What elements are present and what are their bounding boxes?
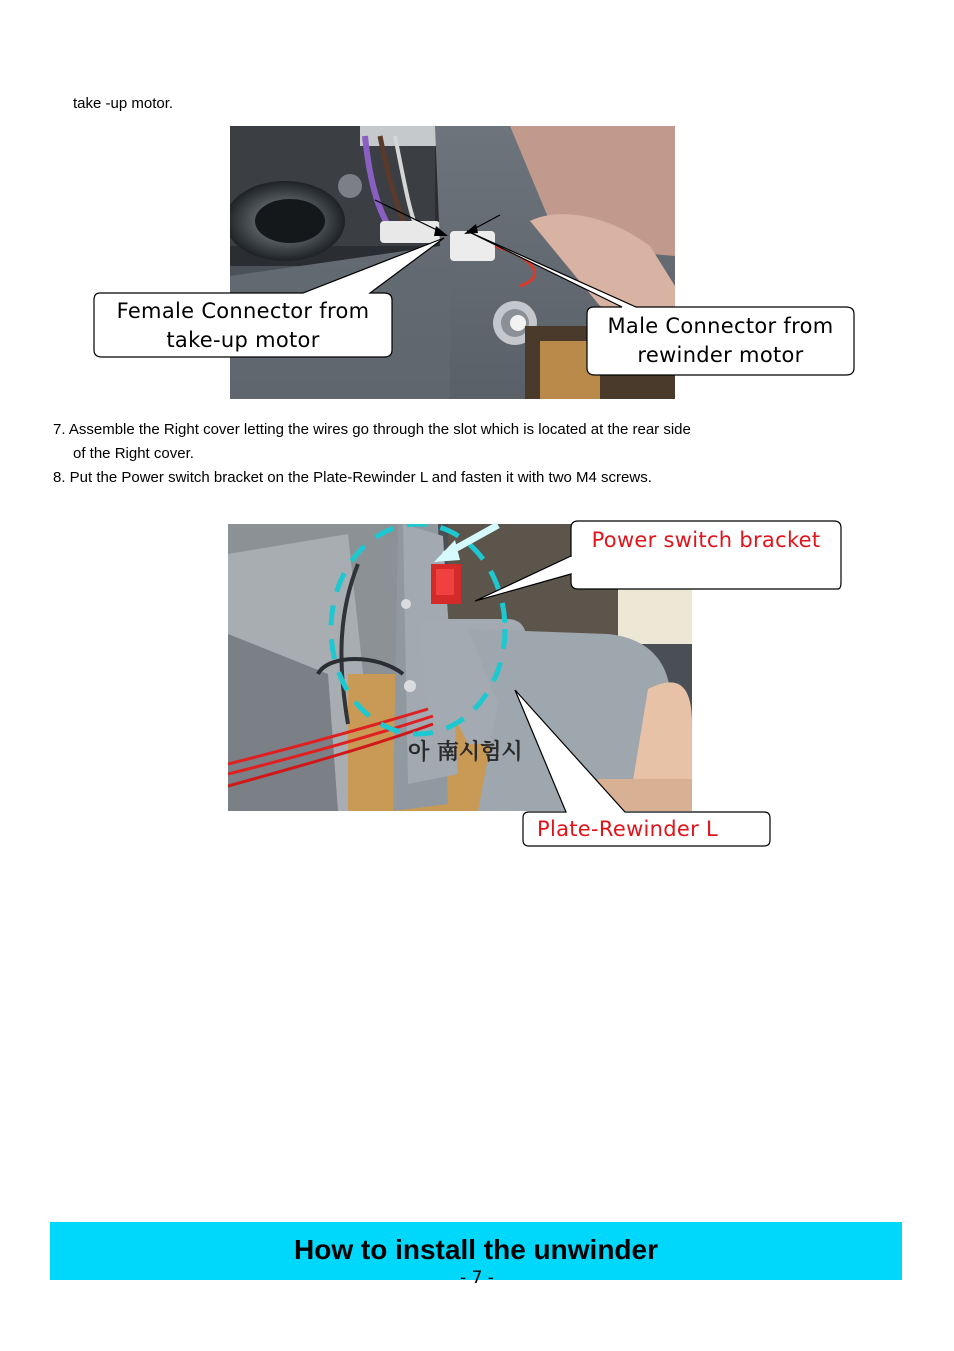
- intro-text: take -up motor.: [73, 95, 174, 112]
- male-arrow-head-icon: [464, 224, 478, 234]
- male-callout-text: [587, 312, 854, 370]
- female-connector-arrow: [375, 200, 441, 232]
- female-arrow-head-icon: [434, 226, 448, 236]
- power-switch-callout-tail: [475, 556, 571, 601]
- female-callout-line2: take-up motor: [166, 328, 320, 352]
- female-callout-text: [94, 297, 392, 355]
- plate-rewinder-callout-text: Plate-Rewinder L: [537, 817, 719, 841]
- step-7-line2: of the Right cover.: [73, 445, 194, 462]
- power-switch-callout-text: Power switch bracket: [591, 528, 821, 552]
- step-8-line1: 8. Put the Power switch bracket on the Plate-Rewinder L and fasten it with two M4 screws.: [53, 469, 652, 486]
- photo-sign-text: 아 南시험시: [408, 740, 523, 765]
- footer-title: How to install the unwinder: [294, 1234, 658, 1265]
- pointer-arrow-head-icon: [434, 540, 460, 562]
- male-callout-line2: rewinder motor: [637, 343, 804, 367]
- female-callout-line1: Female Connector from: [116, 299, 370, 323]
- page-number: - 7 -: [460, 1268, 494, 1288]
- step-7-line1: 7. Assemble the Right cover letting the wires go through the slot which is located at the rear side: [53, 421, 691, 438]
- male-callout-line1: Male Connector from: [607, 314, 834, 338]
